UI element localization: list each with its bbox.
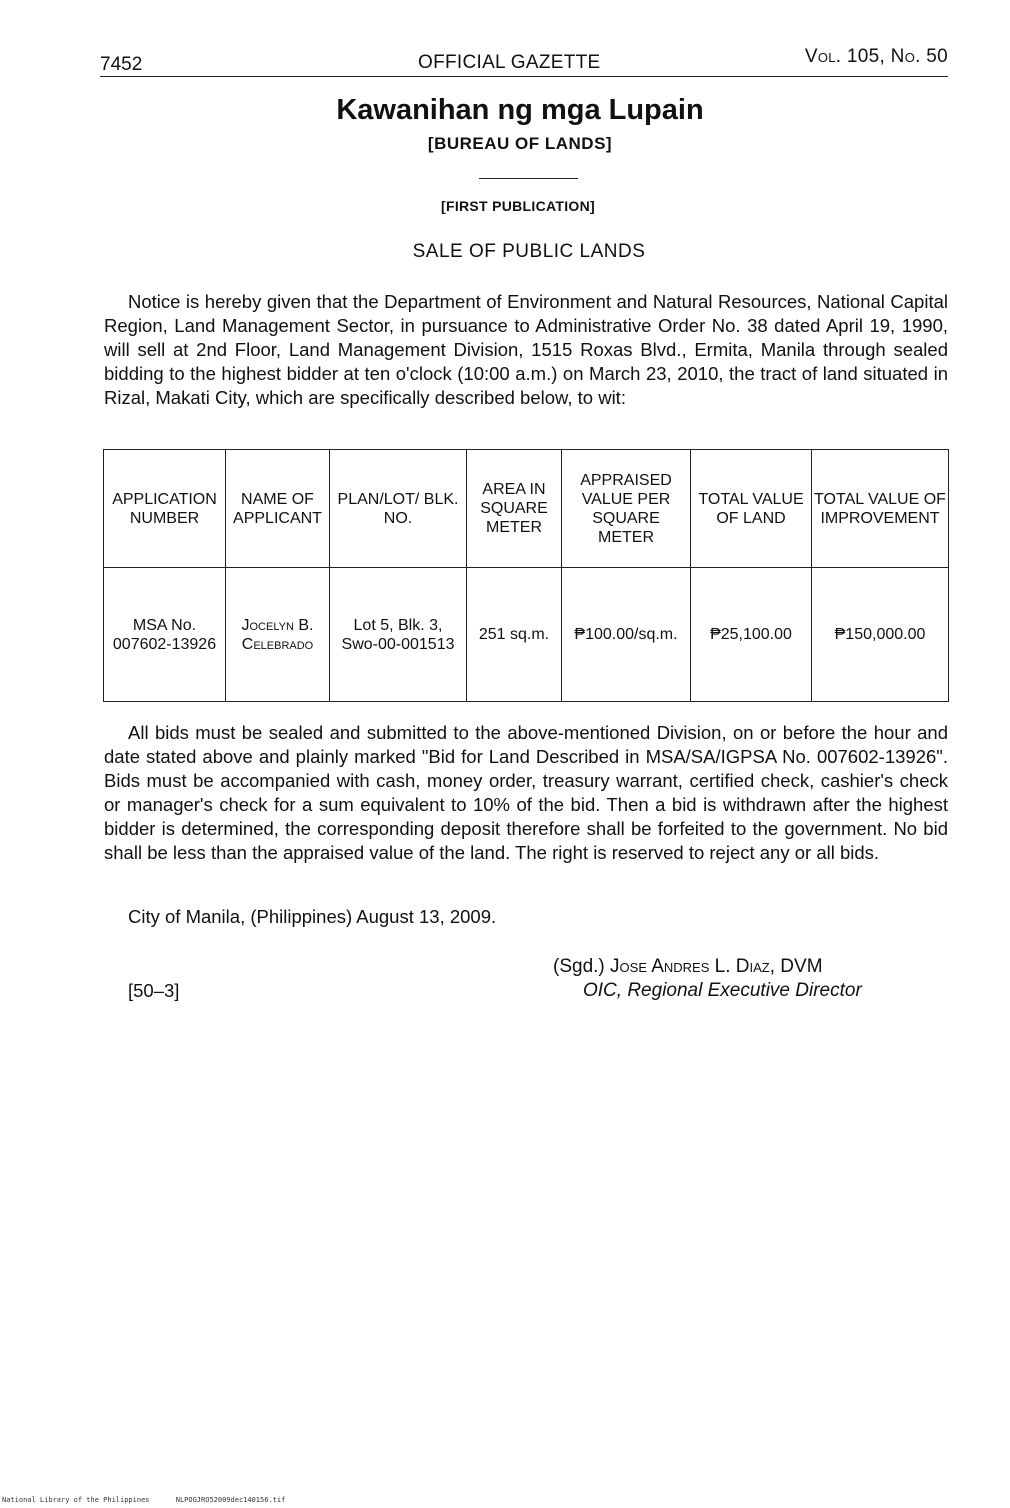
place-date: City of Manila, (Philippines) August 13, 2009. bbox=[128, 906, 497, 927]
signatory-full-name: Jose Andres L. Diaz bbox=[610, 956, 770, 977]
publication-name: OFFICIAL GAZETTE bbox=[418, 52, 601, 73]
application-number-line1: MSA No. bbox=[132, 616, 197, 634]
col-header-application-number: APPLICATION NUMBER bbox=[104, 450, 226, 568]
signatory-suffix: , DVM bbox=[769, 956, 823, 977]
col-header-total-value-improvement: TOTAL VALUE OF IMPROVEMENT bbox=[812, 450, 949, 568]
page-header bbox=[100, 46, 948, 77]
col-header-plan-lot: PLAN/LOT/ BLK. NO. bbox=[330, 450, 467, 568]
col-header-area: AREA IN SQUARE METER bbox=[467, 450, 562, 568]
cell-appraised-value: ₱100.00/sq.m. bbox=[562, 568, 691, 702]
archive-footer bbox=[2, 1496, 285, 1504]
cell-application-number bbox=[104, 568, 226, 702]
cell-applicant bbox=[226, 568, 330, 702]
cell-area: 251 sq.m. bbox=[467, 568, 562, 702]
sgd-prefix: (Sgd.) bbox=[553, 956, 605, 977]
publication-note: [FIRST PUBLICATION] bbox=[441, 198, 595, 214]
title-divider bbox=[479, 178, 578, 179]
page-number: 7452 bbox=[100, 54, 143, 75]
page-subtitle: [BUREAU OF LANDS] bbox=[427, 134, 613, 153]
col-header-appraised-value: APPRAISED VALUE PER SQUARE METER bbox=[562, 450, 691, 568]
archive-library: National Library of the Philippines bbox=[2, 1496, 150, 1504]
application-number-line2: 007602-13926 bbox=[112, 635, 217, 653]
cell-total-value-land: ₱25,100.00 bbox=[691, 568, 812, 702]
table-row bbox=[104, 568, 949, 702]
page-title: Kawanihan ng mga Lupain bbox=[336, 94, 704, 126]
notice-paragraph: Notice is hereby given that the Department of Environment and Natural Resources, National Capital Region, Land Management Sector, in pursuance to Administrative Order No. 38 dated April 19, 1990, will sell at 2nd Floor, Land Management Division, 1515 Roxas Blvd., Ermita, Manila through sealed bidding to the highest bidder at ten o'clock (10:00 a.m.) on March 23, 2010, the tract of land situated in Rizal, Makati City, which are specifically described below, to wit: bbox=[104, 291, 948, 408]
conditions-paragraph: All bids must be sealed and submitted to the above-mentioned Division, on or before the hour and date stated above and plainly marked "Bid for Land Described in MSA/SA/IGPSA No. 007602-13926". Bids must be accompanied with cash, money order, treasury warrant, certified check, cashier's check or manager's check for a sum equivalent to 10% of the bid. Then a bid is withdrawn after the highest bidder is determined, the corresponding deposit therefore shall be forfeited to the government. No bid shall be less than the appraised value of the land. The right is reserved to reject any or all bids. bbox=[104, 722, 948, 863]
reference-code: [50–3] bbox=[128, 980, 180, 1001]
section-heading: SALE OF PUBLIC LANDS bbox=[412, 241, 646, 262]
land-table bbox=[103, 449, 949, 702]
applicant-line2: Celebrado bbox=[241, 635, 314, 653]
archive-filename: NLPOGJRO52009dec140156.tif bbox=[175, 1496, 286, 1504]
volume-number: Vol. 105, No. 50 bbox=[804, 46, 948, 67]
cell-plan-lot bbox=[330, 568, 467, 702]
table-header-row bbox=[104, 450, 949, 568]
plan-line1: Lot 5, Blk. 3, bbox=[353, 616, 443, 634]
plan-line2: Swo-00-001513 bbox=[341, 635, 455, 653]
cell-total-value-improvement: ₱150,000.00 bbox=[812, 568, 949, 702]
applicant-line1: Jocelyn B. bbox=[241, 616, 314, 634]
signatory-name bbox=[553, 956, 823, 978]
col-header-applicant: NAME OF APPLICANT bbox=[226, 450, 330, 568]
col-header-total-value-land: TOTAL VALUE OF LAND bbox=[691, 450, 812, 568]
signatory-title: OIC, Regional Executive Director bbox=[583, 980, 862, 1001]
